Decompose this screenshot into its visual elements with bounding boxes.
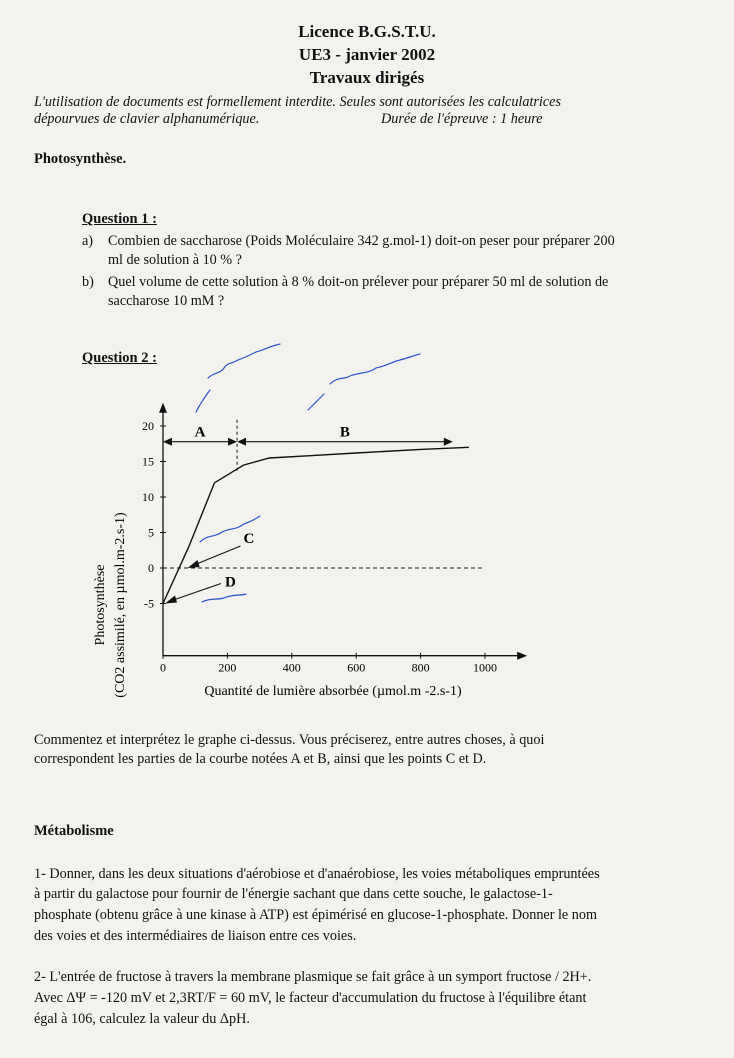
question-1a-line-2: ml de solution à 10 % ? bbox=[108, 252, 242, 268]
chart-xlabel: Quantité de lumière absorbée (µmol.m -2.s-1) bbox=[204, 684, 462, 699]
question-2-text-line-1: Commentez et interprétez le graphe ci-dessus. Vous préciserez, entre autres choses, à quoi bbox=[34, 732, 545, 748]
metabolism-q2-line-2: Avec ΔΨ = -120 mV et 2,3RT/F = 60 mV, le facteur d'accumulation du fructose à l'équilibre étant bbox=[34, 990, 587, 1006]
point-C-label: C bbox=[243, 531, 255, 547]
x-tick-label: 400 bbox=[282, 660, 301, 675]
y-tick-label: -5 bbox=[144, 596, 154, 611]
photosynthesis-curve-0 bbox=[163, 447, 469, 603]
point-C-arrowhead bbox=[188, 560, 200, 568]
header-line-2: UE3 - janvier 2002 bbox=[298, 45, 436, 64]
question-1a-line-1: Combien de saccharose (Poids Moléculaire 342 g.mol-1) doit-on peser pour préparer 200 bbox=[108, 233, 615, 249]
question-2-title: Question 2 : bbox=[82, 350, 157, 366]
header-line-3: Travaux dirigés bbox=[309, 68, 425, 87]
exam-duration: Durée de l'épreuve : 1 heure bbox=[381, 111, 543, 127]
metabolism-q1-line-1: 1- Donner, dans les deux situations d'aérobiose et d'anaérobiose, les voies métaboliques empruntées bbox=[34, 866, 600, 882]
x-tick-label: 600 bbox=[347, 660, 366, 675]
metabolism-q1-line-3: phosphate (obtenu grâce à une kinase à ATP) est épimérisé en glucose-1-phosphate. Donner le nom bbox=[34, 907, 597, 923]
metabolism-q1-line-4: des voies et des intermédiaires de liaison entre ces voies. bbox=[34, 928, 357, 944]
photosynthesis-chart bbox=[80, 375, 530, 715]
x-axis-arrowhead bbox=[517, 652, 527, 660]
question-2-text-line-2: correspondent les parties de la courbe notées A et B, ainsi que les points C et D. bbox=[34, 751, 487, 767]
y-tick-label: 10 bbox=[142, 490, 154, 504]
region-A-arrowhead-right bbox=[228, 438, 237, 446]
x-tick-label: 1000 bbox=[473, 660, 497, 675]
region-B-arrowhead-left bbox=[237, 438, 246, 446]
x-tick-label: 0 bbox=[160, 660, 166, 675]
point-D-label: D bbox=[225, 574, 236, 591]
section-title-photosynthese: Photosynthèse. bbox=[34, 151, 127, 167]
y-tick-label: 0 bbox=[148, 561, 154, 575]
point-C-pointer bbox=[192, 546, 241, 566]
y-axis-arrowhead bbox=[159, 403, 167, 413]
region-A-arrowhead-left bbox=[163, 438, 172, 446]
question-1-title: Question 1 : bbox=[82, 211, 157, 227]
chart-ylabel-line-2: (CO2 assimilé, en µmol.m-2.s-1) bbox=[113, 512, 128, 698]
exam-notice-line-2: dépourvues de clavier alphanumérique. bbox=[34, 111, 260, 127]
question-1b-marker: b) bbox=[82, 274, 94, 290]
question-1b-line-1: Quel volume de cette solution à 8 % doit-on prélever pour préparer 50 ml de solution de bbox=[108, 274, 609, 290]
region-A-label: A bbox=[194, 424, 206, 441]
exam-notice-line-1: L'utilisation de documents est formellement interdite. Seules sont autorisées les calculatrices bbox=[34, 94, 561, 110]
y-tick-label: 15 bbox=[142, 454, 154, 469]
x-tick-label: 200 bbox=[218, 660, 237, 675]
question-1a-marker: a) bbox=[82, 233, 94, 249]
region-B-label: B bbox=[339, 424, 350, 441]
point-D-pointer bbox=[169, 584, 221, 602]
metabolism-q1-line-2: à partir du galactose pour fournir de l'énergie sachant que dans cette souche, le galactose-1- bbox=[34, 886, 553, 902]
region-B-arrowhead-right bbox=[444, 438, 453, 446]
chart-ylabel-line-1: Photosynthèse bbox=[93, 564, 108, 646]
metabolism-q2-line-3: égal à 106, calculez la valeur du ΔpH. bbox=[34, 1011, 250, 1027]
x-tick-label: 800 bbox=[411, 660, 430, 675]
y-tick-label: 20 bbox=[142, 419, 154, 433]
metabolism-q2-line-1: 2- L'entrée de fructose à travers la membrane plasmique se fait grâce à un symport fructose / 2H+. bbox=[34, 969, 592, 985]
question-1b-line-2: saccharose 10 mM ? bbox=[108, 293, 225, 309]
y-tick-label: 5 bbox=[148, 525, 154, 540]
header-line-1: Licence B.G.S.T.U. bbox=[298, 22, 436, 41]
section-title-metabolisme: Métabolisme bbox=[34, 823, 114, 839]
